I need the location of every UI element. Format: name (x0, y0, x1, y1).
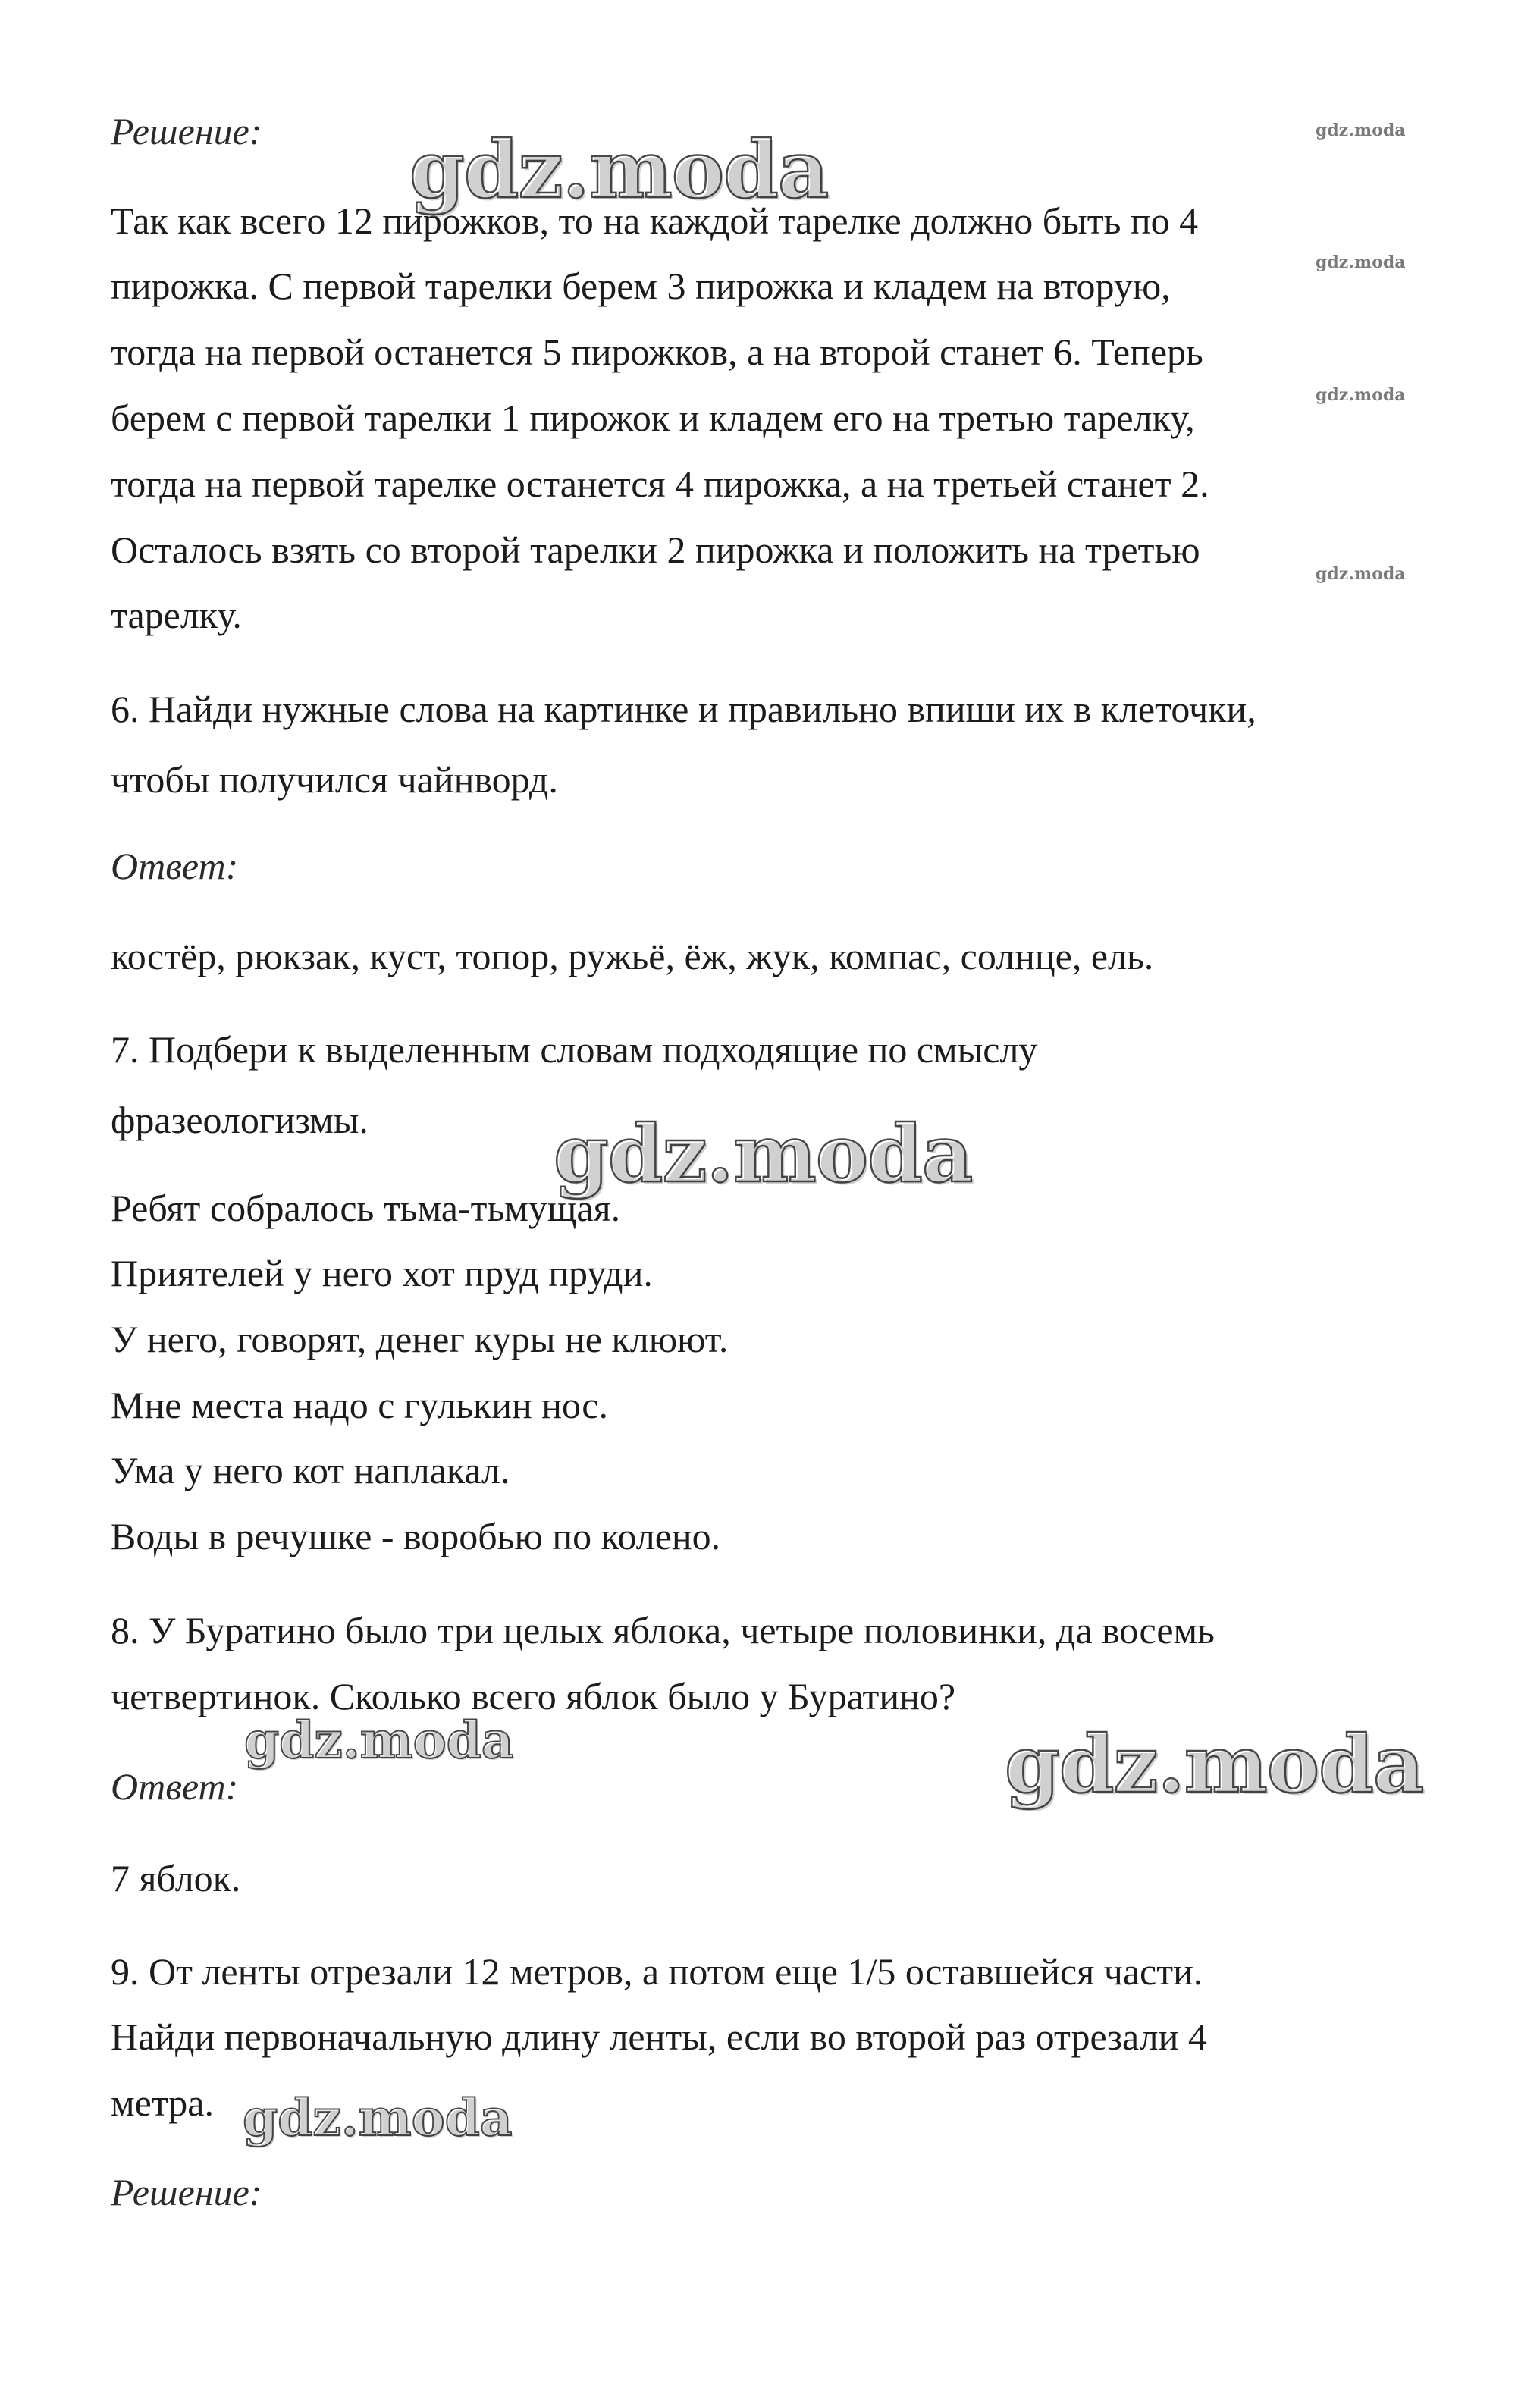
phrase-line: Ребят собралось тьма-тьмущая. (111, 1187, 621, 1229)
text-line: Осталось взять со второй тарелки 2 пирожка и положить на третью (111, 529, 1200, 571)
phrase-line: У него, говорят, денег куры не клюют. (111, 1318, 729, 1360)
solution-label-2: Решение: (111, 2171, 262, 2213)
watermark-logo: gdz.moda (409, 123, 829, 216)
text-line: пирожка. С первой тарелки берем 3 пирожка и кладем на вторую, (111, 265, 1171, 307)
watermark-logo: gdz.moda (243, 2088, 513, 2147)
task-8-question: четвертинок. Сколько всего яблок было у Буратино? (111, 1675, 956, 1717)
solution-label-1: Решение: (111, 110, 262, 152)
task-9-question: Найди первоначальную длину ленты, если во второй раз отрезали 4 (111, 2015, 1207, 2058)
task-8-question: 8. У Буратино было три целых яблока, четыре половинки, да восемь (111, 1609, 1215, 1651)
task-9-question: метра. (111, 2081, 214, 2124)
task-6-answer: костёр, рюкзак, куст, топор, ружьё, ёж, жук, компас, солнце, ель. (111, 935, 1154, 977)
watermark-small: gdz.moda (1316, 385, 1406, 405)
task-7-question: 7. Подбери к выделенным словам подходящие по смыслу (111, 1028, 1038, 1071)
watermark-logo: gdz.moda (554, 1107, 973, 1200)
watermark-logo: gdz.moda (1005, 1717, 1424, 1811)
task-8-answer: 7 яблок. (111, 1857, 241, 1899)
watermark-small: gdz.moda (1316, 121, 1406, 140)
phrase-line: Мне места надо с гулькин нос. (111, 1384, 608, 1426)
answer-label: Ответ: (111, 1765, 239, 1808)
phrase-line: Приятелей у него хот пруд пруди. (111, 1252, 653, 1294)
text-line: тарелку. (111, 594, 242, 636)
task-6-question: чтобы получился чайнворд. (111, 758, 558, 801)
task-6-question: 6. Найди нужные слова на картинке и правильно впиши их в клеточки, (111, 688, 1256, 730)
task-7-question: фразеологизмы. (111, 1099, 369, 1141)
text-line: тогда на первой останется 5 пирожков, а на второй станет 6. Теперь (111, 331, 1203, 373)
watermark-small: gdz.moda (1316, 253, 1406, 272)
phrase-line: Ума у него кот наплакал. (111, 1449, 510, 1491)
phrase-line: Воды в речушке - воробью по колено. (111, 1515, 721, 1557)
watermark-small: gdz.moda (1316, 564, 1406, 584)
text-line: Так как всего 12 пирожков, то на каждой тарелке должно быть по 4 (111, 199, 1199, 242)
watermark-logo: gdz.moda (244, 1711, 514, 1770)
task-9-question: 9. От ленты отрезали 12 метров, а потом еще 1/5 оставшейся части. (111, 1950, 1203, 1993)
text-line: тогда на первой тарелке останется 4 пирожка, а на третьей станет 2. (111, 463, 1209, 505)
answer-label: Ответ: (111, 845, 239, 887)
text-line: берем с первой тарелки 1 пирожок и кладем его на третью тарелку, (111, 397, 1195, 439)
